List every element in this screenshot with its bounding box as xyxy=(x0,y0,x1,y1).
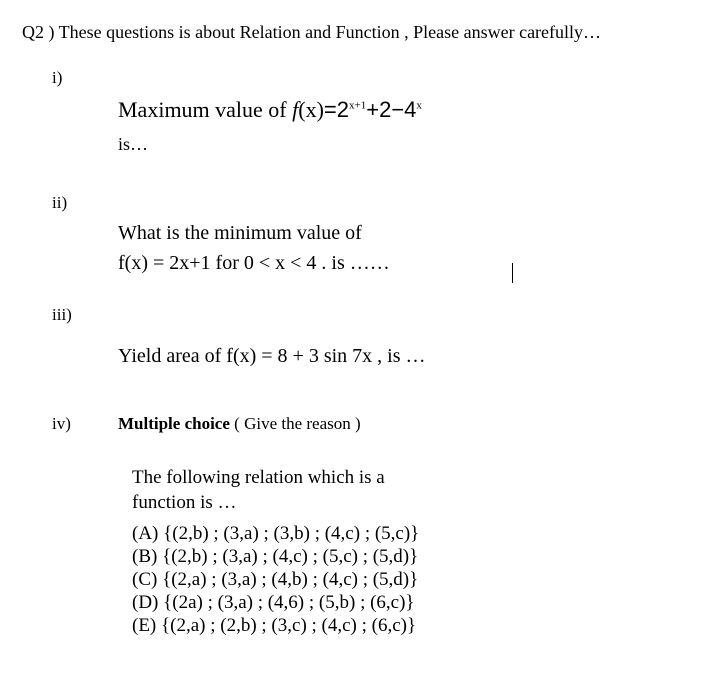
item-i-mid: +2−4 xyxy=(366,97,417,122)
item-i-paren: (x) xyxy=(298,97,324,122)
option-b: (B) {(2,b) ; (3,a) ; (4,c) ; (5,c) ; (5,d)} xyxy=(132,546,419,567)
item-i-line2: is… xyxy=(118,134,149,154)
option-e: (E) {(2,a) ; (2,b) ; (3,c) ; (4,c) ; (6,c)} xyxy=(132,615,417,636)
item-ii-line2: f(x) = 2x+1 for 0 < x < 4 . is …… xyxy=(118,252,390,274)
item-ii-line1: What is the minimum value of xyxy=(118,222,362,244)
item-i-f: f xyxy=(292,97,299,122)
option-a: (A) {(2,b) ; (3,a) ; (3,b) ; (4,c) ; (5,c)} xyxy=(132,523,420,544)
question-title: Q2 ) These questions is about Relation and Function , Please answer carefully… xyxy=(22,22,602,42)
item-iv-heading-bold: Multiple choice xyxy=(118,414,230,433)
item-number-ii: ii) xyxy=(52,193,68,212)
item-iv-prompt-line2: function is … xyxy=(132,492,237,513)
item-i-exp2: x xyxy=(416,99,422,112)
item-iv-heading xyxy=(118,414,361,434)
item-i-expression xyxy=(118,97,422,123)
item-number-i: i) xyxy=(52,68,63,87)
item-iv-heading-rest: ( Give the reason ) xyxy=(229,414,361,433)
option-d: (D) {(2a) ; (3,a) ; (4,6) ; (5,b) ; (6,c)} xyxy=(132,592,415,613)
item-i-eq: =2 xyxy=(323,97,350,122)
item-number-iv: iv) xyxy=(52,414,71,433)
item-i-exp1: x+1 xyxy=(349,99,367,112)
option-c: (C) {(2,a) ; (3,a) ; (4,b) ; (4,c) ; (5,d)} xyxy=(132,569,419,590)
item-number-iii: iii) xyxy=(52,305,72,324)
item-iii-line1: Yield area of f(x) = 8 + 3 sin 7x , is … xyxy=(118,345,426,367)
item-i-prefix: Maximum value of xyxy=(118,97,293,122)
item-iv-prompt-line1: The following relation which is a xyxy=(132,467,385,488)
text-cursor xyxy=(512,263,513,283)
